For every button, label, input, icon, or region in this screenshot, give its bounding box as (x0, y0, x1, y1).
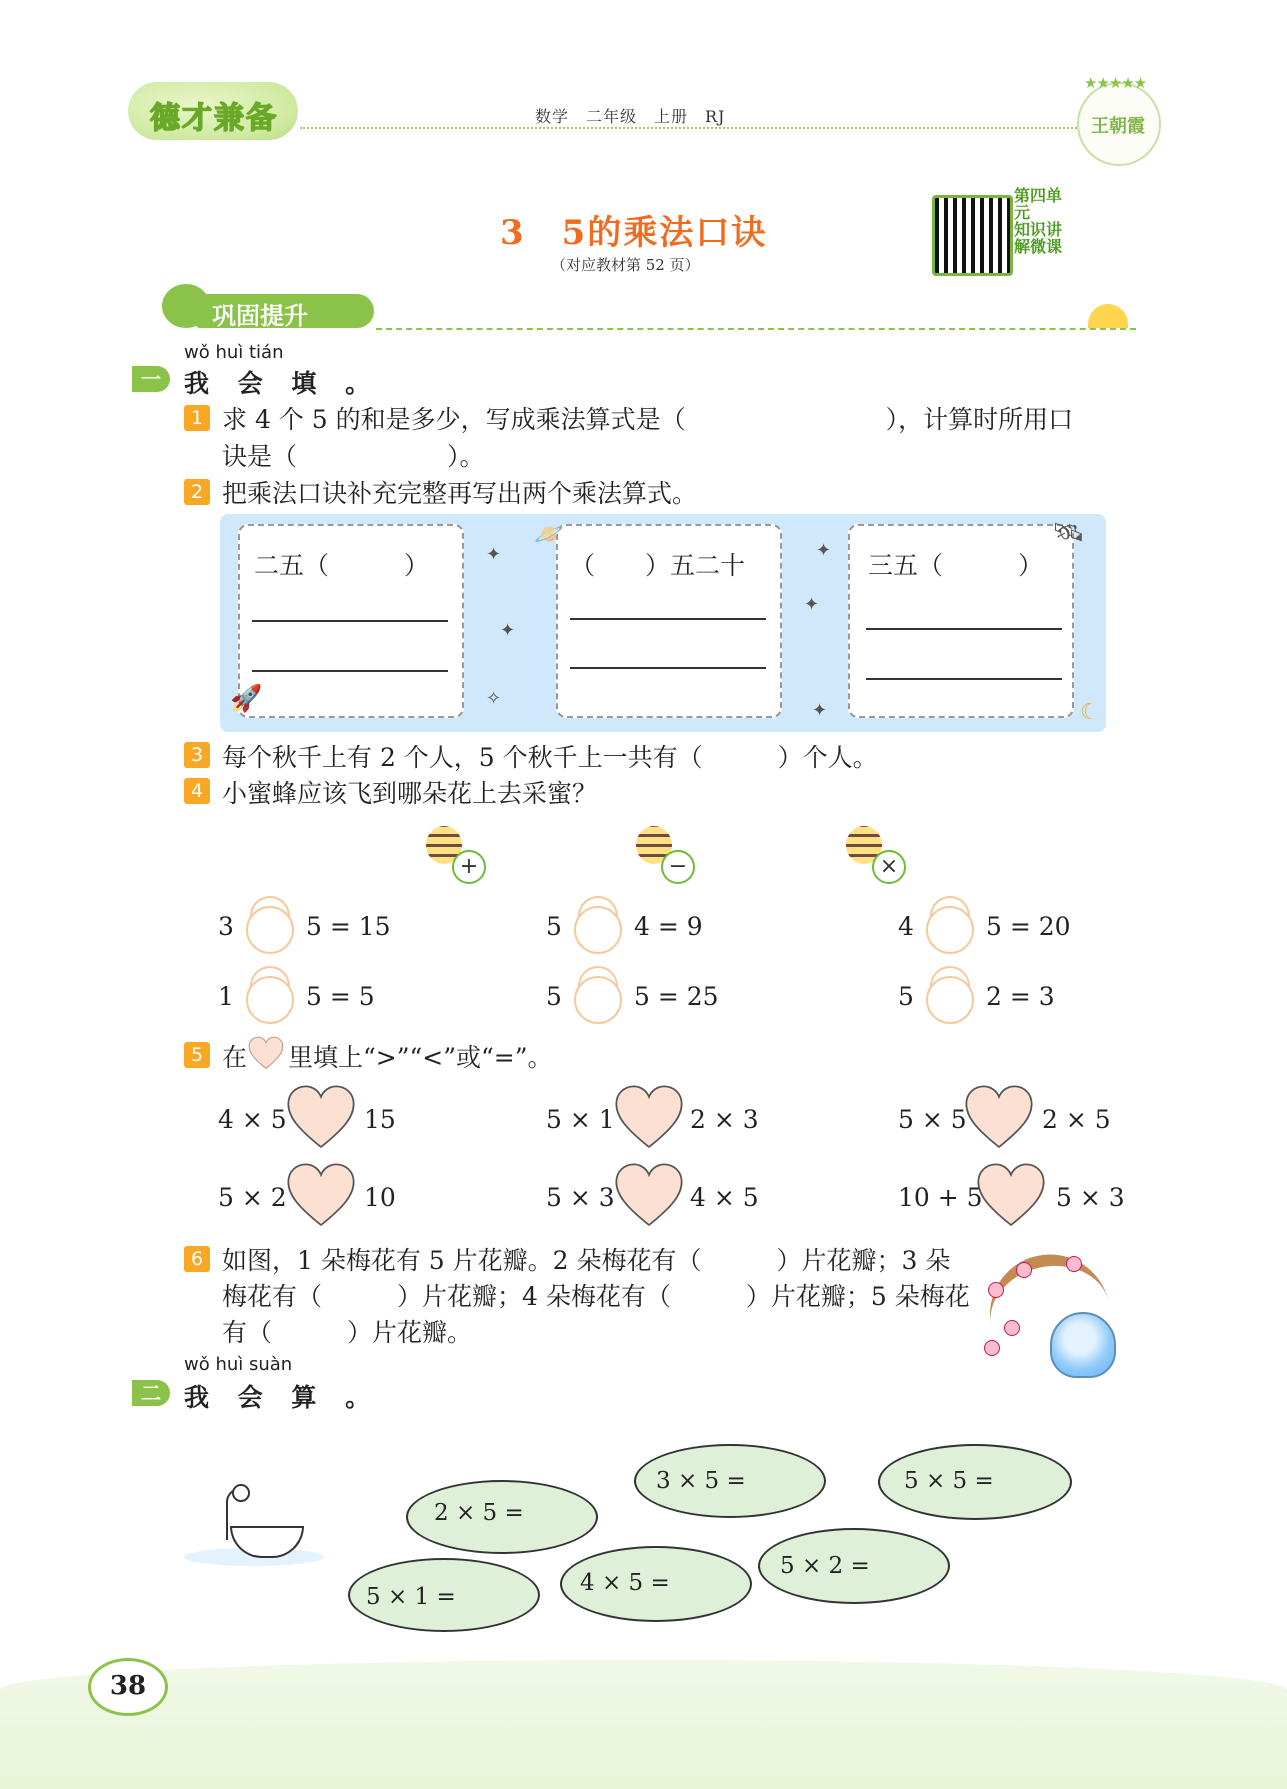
swan-head (232, 1484, 250, 1502)
qr-code-icon[interactable] (932, 195, 1013, 276)
heart-blank[interactable] (964, 1084, 1034, 1154)
cmp-right: 5 × 3 (1056, 1183, 1125, 1212)
q4-text: 小蜜蜂应该飞到哪朵花上去采蜜？ (222, 779, 598, 808)
plus-op: + (452, 850, 486, 884)
part1-pinyin: wǒ huì tián (184, 342, 284, 363)
card-title: 二五（ ） (254, 551, 430, 580)
section-divider (376, 328, 1136, 330)
eq-right: 2 = 3 (986, 982, 1055, 1011)
satellite-icon: 🛰 (1052, 518, 1086, 548)
logo-text: 德才兼备 (150, 101, 278, 136)
eq-right: 5 = 25 (634, 982, 719, 1011)
q6-line3: 有（ ）片花瓣。 (222, 1318, 473, 1347)
cmp-left: 5 × 5 (898, 1105, 967, 1134)
planet-icon: 🪐 (534, 520, 564, 548)
eq-right: 5 = 5 (306, 982, 375, 1011)
pad-equation: 2 × 5 = (434, 1500, 524, 1526)
page-title: 3 5的乘法口诀 (500, 213, 768, 253)
pad-equation: 4 × 5 = (580, 1570, 670, 1596)
q3-text: 每个秋千上有 2 个人，5 个秋千上一共有（ ）个人。 (222, 743, 878, 772)
eq-right: 4 = 9 (634, 912, 703, 941)
cmp-left: 5 × 1 (546, 1105, 615, 1134)
moon-icon: ☾ (1080, 700, 1100, 725)
q1-line1: 求 4 个 5 的和是多少，写成乘法算式是（ ），计算时所用口 (222, 405, 1074, 434)
answer-line[interactable] (866, 628, 1062, 630)
heart-blank[interactable] (286, 1084, 356, 1154)
flower-blank[interactable] (246, 976, 294, 1024)
cmp-right: 2 × 3 (690, 1105, 759, 1134)
answer-line[interactable] (252, 670, 448, 672)
star-icon: ✦ (500, 620, 516, 641)
flower-blank[interactable] (246, 906, 294, 954)
cmp-right: 2 × 5 (1042, 1105, 1111, 1134)
flower-blank[interactable] (926, 976, 974, 1024)
footer-background (0, 1660, 1287, 1789)
blossom-icon (988, 1282, 1004, 1298)
flower-blank[interactable] (926, 906, 974, 954)
qr-label (1014, 187, 1070, 255)
cmp-left: 5 × 2 (218, 1183, 287, 1212)
blossom-icon (984, 1340, 1000, 1356)
q5-text-post: 里填上“>”“<”或“=”。 (288, 1043, 553, 1072)
card-title: 三五（ ） (868, 551, 1044, 580)
part2-pinyin: wǒ huì suàn (184, 1354, 293, 1375)
q2-number: 2 (184, 479, 210, 505)
q6-line1: 如图，1 朵梅花有 5 片花瓣。2 朵梅花有（ ）片花瓣；3 朵 (222, 1246, 951, 1275)
cmp-right: 10 (364, 1183, 396, 1212)
part2-heading: 我 会 算 。 (184, 1383, 381, 1412)
times-op: × (872, 850, 906, 884)
flower-blank[interactable] (574, 976, 622, 1024)
eq-right: 5 = 20 (986, 912, 1071, 941)
q2-text: 把乘法口诀补充完整再写出两个乘法算式。 (222, 479, 698, 508)
blossom-icon (1016, 1262, 1032, 1278)
pad-equation: 3 × 5 = (656, 1468, 746, 1494)
card-title: （ ）五二十 (570, 551, 746, 580)
header-subject: 数学 二年级 上册 RJ (535, 107, 726, 126)
heart-blank[interactable] (614, 1084, 684, 1154)
pad-equation: 5 × 2 = (780, 1553, 870, 1579)
vase-icon (1050, 1312, 1116, 1378)
part1-tag: 一 (132, 366, 170, 392)
pad-equation: 5 × 1 = (366, 1584, 456, 1610)
seal-text: 王朝霞 (1091, 116, 1145, 137)
sun-icon (1088, 304, 1128, 328)
answer-line[interactable] (866, 678, 1062, 680)
q3-number: 3 (184, 742, 210, 768)
q1-line2: 诀是（ ）。 (222, 442, 485, 471)
q1-number: 1 (184, 405, 210, 431)
page-number: 38 (88, 1658, 168, 1716)
star-icon: ✧ (486, 688, 502, 709)
answer-line[interactable] (570, 618, 766, 620)
eq-left: 4 (898, 912, 914, 941)
q5-text-pre: 在 (222, 1043, 248, 1072)
eq-left: 5 (546, 912, 562, 941)
heart-blank[interactable] (614, 1162, 684, 1232)
q4-number: 4 (184, 778, 210, 804)
rocket-icon: 🚀 (230, 684, 263, 714)
cmp-left: 4 × 5 (218, 1105, 287, 1134)
cmp-left: 5 × 3 (546, 1183, 615, 1212)
section-banner-text: 巩固提升 (212, 302, 308, 330)
blossom-icon (1004, 1320, 1020, 1336)
cmp-right: 15 (364, 1105, 396, 1134)
eq-left: 5 (898, 982, 914, 1011)
q6-line2: 梅花有（ ）片花瓣；4 朵梅花有（ ）片花瓣；5 朵梅花 (222, 1282, 970, 1311)
eq-left: 1 (218, 982, 234, 1011)
cmp-left: 10 + 5 (898, 1183, 983, 1212)
qr-label-line: 知识讲解微课 (1014, 220, 1063, 256)
part2-tag: 二 (132, 1380, 170, 1406)
header-divider (300, 127, 1080, 129)
star-icon: ✦ (812, 700, 828, 721)
cmp-right: 4 × 5 (690, 1183, 759, 1212)
q5-number: 5 (184, 1042, 210, 1068)
star-icon: ✦ (816, 540, 832, 561)
q6-number: 6 (184, 1246, 210, 1272)
eq-left: 5 (546, 982, 562, 1011)
flower-blank[interactable] (574, 906, 622, 954)
part1-heading: 我 会 填 。 (184, 369, 381, 398)
blossom-icon (1066, 1256, 1082, 1272)
seal-stars-icon: ★★★★★ (1084, 74, 1147, 92)
minus-op: − (661, 850, 695, 884)
star-icon: ✦ (486, 544, 502, 565)
heart-blank[interactable] (976, 1162, 1046, 1232)
qr-label-line: 第四单元 (1014, 186, 1063, 222)
eq-right: 5 = 15 (306, 912, 391, 941)
answer-line[interactable] (252, 620, 448, 622)
pad-equation: 5 × 5 = (904, 1468, 994, 1494)
star-icon: ✦ (804, 594, 820, 615)
answer-line[interactable] (570, 667, 766, 669)
eq-left: 3 (218, 912, 234, 941)
heart-icon (248, 1034, 284, 1074)
page-subtitle: （对应教材第 52 页） (551, 256, 700, 274)
heart-blank[interactable] (286, 1162, 356, 1232)
